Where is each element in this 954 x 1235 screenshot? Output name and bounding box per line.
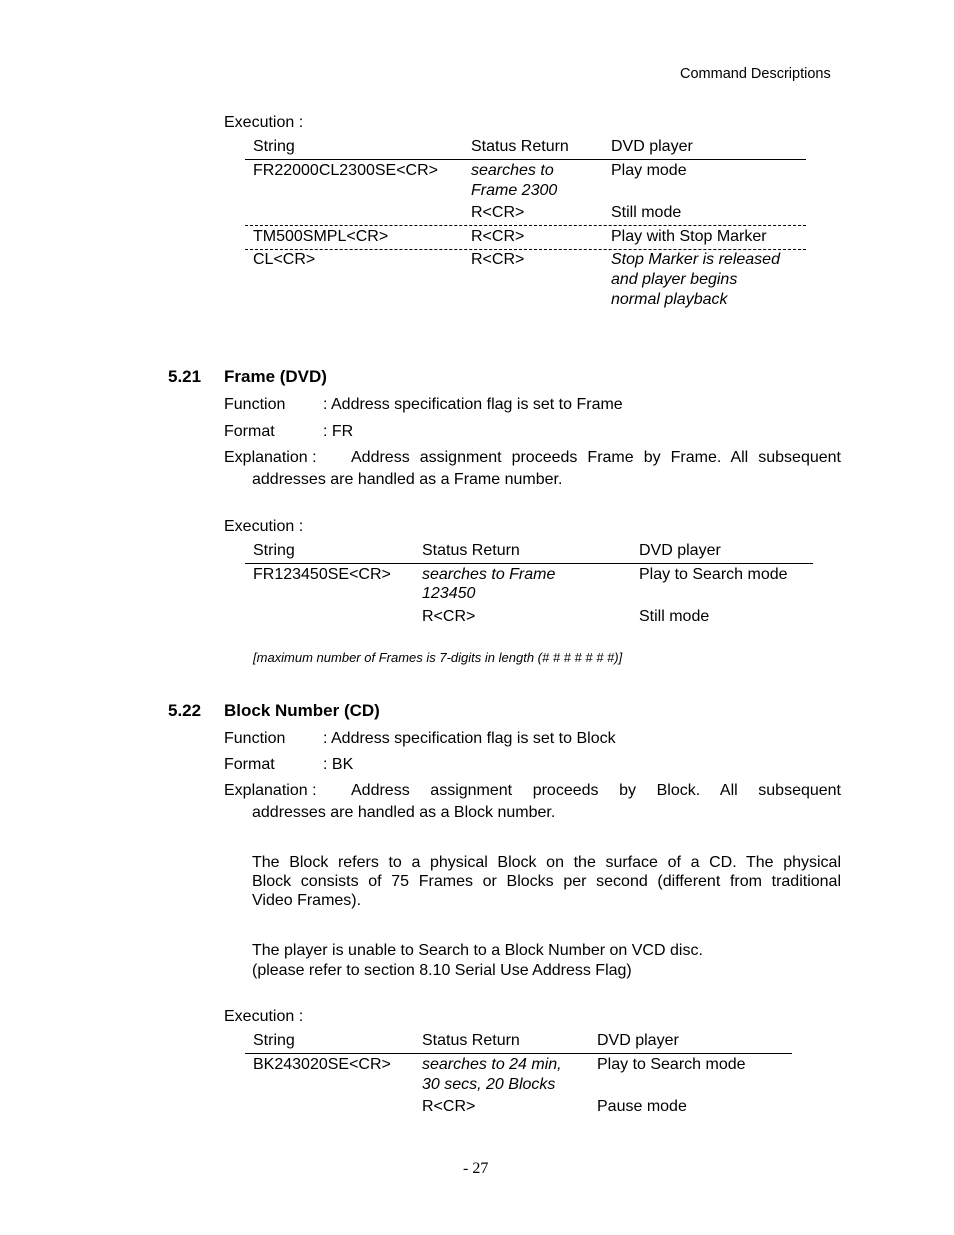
execution-label: Execution : xyxy=(224,114,304,131)
row-divider xyxy=(245,225,806,226)
table-cell-player: and player begins xyxy=(611,271,738,288)
table-cell-status: searches to Frame xyxy=(422,566,556,583)
table-cell-string: BK243020SE<CR> xyxy=(253,1056,391,1073)
table-cell-status: 30 secs, 20 Blocks xyxy=(422,1076,556,1093)
paragraph-line: The Block refers to a physical Block on the surface of a CD. The physical xyxy=(252,854,841,871)
paragraph-line: Video Frames). xyxy=(252,892,362,909)
function-label: Function xyxy=(224,730,286,747)
explanation-text: addresses are handled as a Block number. xyxy=(252,804,556,821)
col-header-player: DVD player xyxy=(639,542,721,559)
table-cell-status: 123450 xyxy=(422,585,476,602)
section-title: Frame (DVD) xyxy=(224,367,327,386)
running-header: Command Descriptions xyxy=(680,66,831,82)
section-number: 5.22 xyxy=(168,701,202,720)
explanation-text: Address assignment proceeds by Block. All subsequent xyxy=(351,782,841,799)
col-header-string: String xyxy=(253,138,295,155)
col-header-status: Status Return xyxy=(422,542,520,559)
footnote: [maximum number of Frames is 7-digits in length (# # # # # # #)] xyxy=(253,650,623,665)
table-cell-player: Play to Search mode xyxy=(597,1056,746,1073)
col-header-player: DVD player xyxy=(611,138,693,155)
paragraph-line: (please refer to section 8.10 Serial Use Address Flag) xyxy=(252,962,632,979)
paragraph-line: The player is unable to Search to a Block Number on VCD disc. xyxy=(252,942,703,959)
table-cell-string: TM500SMPL<CR> xyxy=(253,228,389,245)
table-cell-status: R<CR> xyxy=(471,228,525,245)
table-cell-string: FR123450SE<CR> xyxy=(253,566,391,583)
table-cell-status: R<CR> xyxy=(471,251,525,268)
function-text: : Address specification flag is set to Frame xyxy=(323,396,623,413)
explanation-text: addresses are handled as a Frame number. xyxy=(252,471,563,488)
table-cell-string: CL<CR> xyxy=(253,251,316,268)
table-cell-player: Still mode xyxy=(639,608,710,625)
table-header-rule xyxy=(245,563,813,564)
explanation-text: Address assignment proceeds Frame by Frame. All subsequent xyxy=(351,449,841,466)
execution-label: Execution : xyxy=(224,518,304,535)
page-number: - 27 xyxy=(463,1160,489,1177)
col-header-status: Status Return xyxy=(422,1032,520,1049)
table-cell-status: R<CR> xyxy=(422,608,476,625)
col-header-status: Status Return xyxy=(471,138,569,155)
explanation-label: Explanation : xyxy=(224,449,317,466)
function-text: : Address specification flag is set to Block xyxy=(323,730,616,747)
table-cell-status: Frame 2300 xyxy=(471,182,558,199)
table-cell-status: R<CR> xyxy=(422,1098,476,1115)
table-cell-player: Pause mode xyxy=(597,1098,687,1115)
col-header-string: String xyxy=(253,542,295,559)
format-label: Format xyxy=(224,423,275,440)
table-cell-status: searches to 24 min, xyxy=(422,1056,562,1073)
section-title: Block Number (CD) xyxy=(224,701,380,720)
table-cell-player: Still mode xyxy=(611,204,682,221)
table-header-rule xyxy=(245,159,806,160)
section-number: 5.21 xyxy=(168,367,202,386)
table-cell-string: FR22000CL2300SE<CR> xyxy=(253,162,439,179)
col-header-player: DVD player xyxy=(597,1032,679,1049)
format-text: : BK xyxy=(323,756,354,773)
format-label: Format xyxy=(224,756,275,773)
table-cell-player: Play with Stop Marker xyxy=(611,228,767,245)
table-cell-player: normal playback xyxy=(611,291,728,308)
explanation-label: Explanation : xyxy=(224,782,317,799)
table-cell-player: Stop Marker is released xyxy=(611,251,780,268)
table-header-rule xyxy=(245,1053,792,1054)
format-text: : FR xyxy=(323,423,354,440)
table-cell-status: searches to xyxy=(471,162,554,179)
table-cell-player: Play mode xyxy=(611,162,687,179)
execution-label: Execution : xyxy=(224,1008,304,1025)
paragraph-line: Block consists of 75 Frames or Blocks per second (different from traditional xyxy=(252,873,841,890)
col-header-string: String xyxy=(253,1032,295,1049)
function-label: Function xyxy=(224,396,286,413)
table-cell-status: R<CR> xyxy=(471,204,525,221)
table-cell-player: Play to Search mode xyxy=(639,566,788,583)
